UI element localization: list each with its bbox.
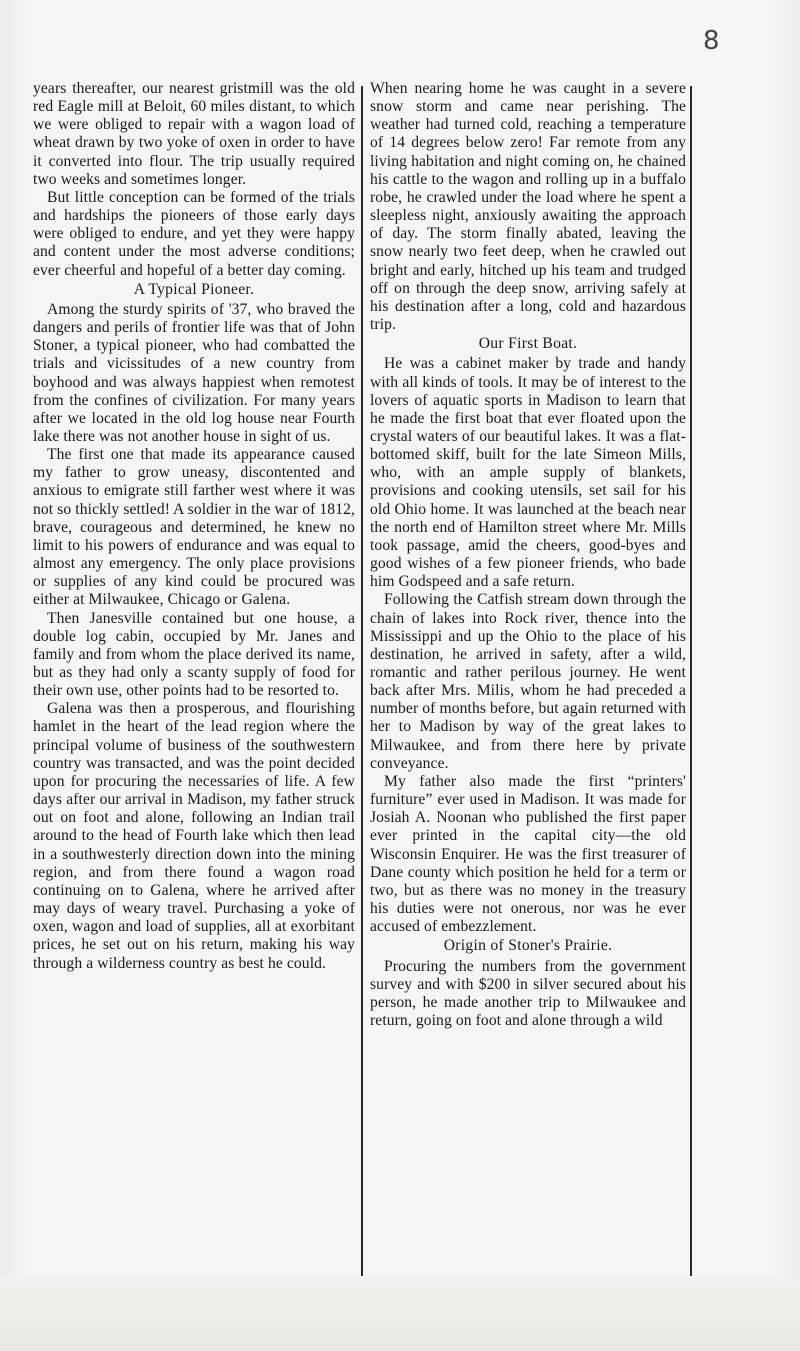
left-column [33,80,355,973]
right-column [370,80,686,1030]
column-divider-left [361,86,363,1276]
heading-origin-stoners-prairie: Origin of Stoner's Prairie. [443,937,613,955]
right-paragraph-3: Following the Catfish stream down through the chain of lakes into Rock river, thence into the Mississippi and up the Ohio to the place of his destination, he arrived in safety, after a wild, romantic and rather perilous journey. He went back after Mrs. Milis, whom he had preceded a number of months before, but again returned with her to Madison by way of the great lakes to Milwaukee, and from there here by private conveyance. [370,591,686,772]
right-paragraph-1: When nearing home he was caught in a severe snow storm and came near perishing. The weather had turned cold, reaching a temperature of 14 degrees below zero! Far remote from any living habitation and night coming on, he chained his cattle to the wagon and rolling up in a buffalo robe, he crawled under the load where he spent a sleepless night, anxiously awaiting the approach of day. The storm finally abated, leaving the snow nearly two feet deep, when he crawled out bright and early, hitched up his team and trudged off on through the deep snow, arriving safely at his destination after a long, cold and hazardous trip. [370,80,686,334]
left-paragraph-6: Galena was then a prosperous, and flourishing hamlet in the heart of the lead region where the principal volume of business of the southwestern country was transacted, and was the point decided upon for procuring the necessaries of life. A few days after our arrival in Madison, my father struck out on foot and alone, following an Indian trail around to the head of Fourth lake which then lead in a southwesterly direction down into the mining region, and from there found a wagon road continuing on to Galena, where he arrived after may days of weary travel. Purchasing a yoke of oxen, wagon and load of supplies, all at exorbitant prices, he set out on his return, making his way through a wilderness country as best he could. [33,700,355,972]
right-paragraph-4: My father also made the first “printers' furniture” ever used in Madison. It was made for Josiah A. Noonan who published the first paper ever printed in the capital city—the old Wisconsin Enquirer. He was the first treasurer of Dane county which position he held for a term or two, but as there was no money in the treasury his duties were not onerous, nor was he ever accused of embezzlement. [370,772,686,936]
heading-typical-pioneer: A Typical Pioneer. [133,280,255,298]
left-paragraph-1: years thereafter, our nearest gristmill was the old red Eagle mill at Beloit, 60 miles distant, to which we were obliged to repair with a wagon load of wheat drawn by two yoke of oxen in order to have it converted into flour. The trip usually required two weeks and sometimes longer. [33,80,355,188]
left-paragraph-2: But little conception can be formed of the trials and hardships the pioneers of those early days were obliged to endure, and yet they were happy and content under the most adverse conditions; ever cheerful and hopeful of a better day coming. [33,188,355,279]
column-divider-right [690,86,692,1276]
left-paragraph-5: Then Janesville contained but one house, a double log cabin, occupied by Mr. Janes and family and from whom the place derived its name, but as they had only a scanty supply of food for their own use, other points had to be resorted to. [33,609,355,700]
page-number: 8 [703,26,720,56]
left-paragraph-4: The first one that made its appearance caused my father to grow uneasy, discontented and anxious to emigrate still farther west where it was not so thickly settled! A soldier in the war of 1812, brave, courageous and determined, he knew no limit to his powers of endurance and was equal to almost any emergency. The only place provisions or supplies of any kind could be procured was either at Milwaukee, Chicago or Galena. [33,446,355,609]
right-paragraph-5: Procuring the numbers from the government survey and with $200 in silver secured about his person, he made another trip to Milwaukee and return, going on foot and alone through a wild [370,957,686,1029]
right-paragraph-2: He was a cabinet maker by trade and handy with all kinds of tools. It may be of interest to the lovers of aquatic sports in Madison to learn that he made the first boat that ever floated upon the crystal waters of our beautiful lakes. It was a flat-bottomed skiff, built for the late Simeon Mills, who, with an ample supply of blankets, provisions and cooking utensils, set sail for his old Ohio home. It was launched at the beach near the north end of Hamilton street where Mr. Mills took passage, amid the cheers, good-byes and good wishes of a few pioneer friends, who bade him Godspeed and a safe return. [370,355,686,591]
left-paragraph-3: Among the sturdy spirits of '37, who braved the dangers and perils of frontier life was that of John Stoner, a typical pioneer, who had combatted the trials and vicissitudes of a new country from boyhood and was always happiest when remotest from the confines of civilization. For many years after we located in the old log house near Fourth lake there was not another house in sight of us. [33,300,355,445]
heading-our-first-boat: Our First Boat. [478,335,578,353]
page-bottom-margin [0,1276,800,1351]
